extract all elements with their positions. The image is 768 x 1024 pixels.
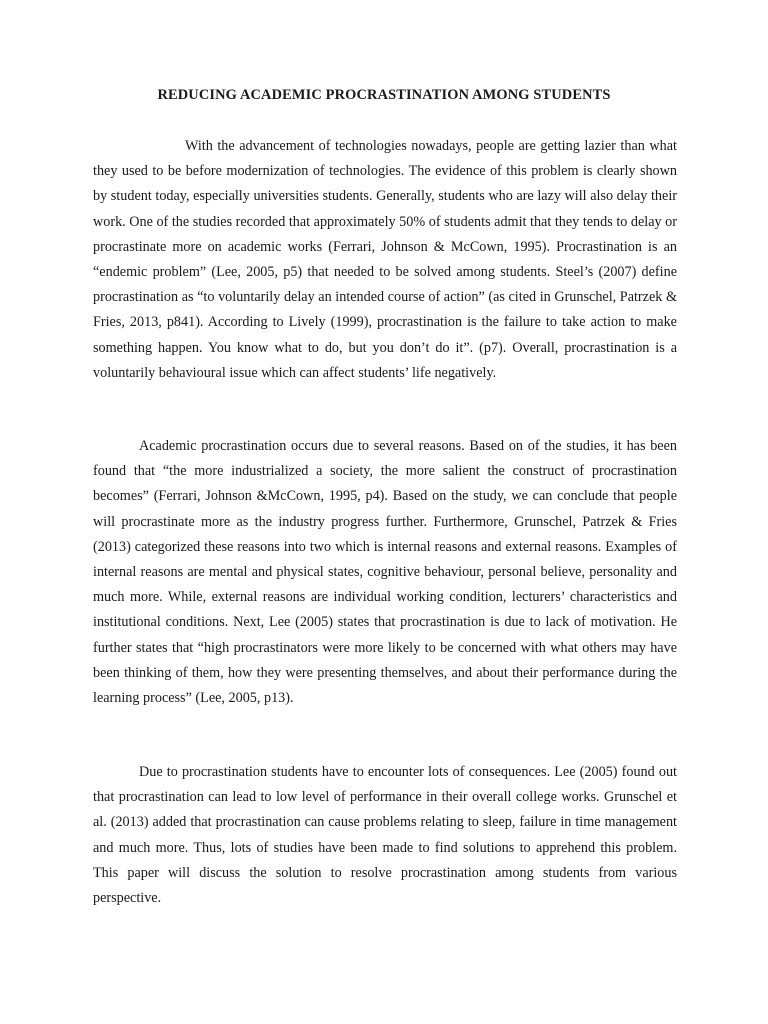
paragraph-reasons: Academic procrastination occurs due to several reasons. Based on of the studies, it has been found that “the more industrialized a society, the more salient the construct of procrastination becomes” (Ferrari, Johnson &McCown, 1995, p4). Based on the study, we can conclude that people will procrastinate more as the industry progress further. Furthermore, Grunschel, Patrzek & Fries (2013) categorized these reasons into two which is internal reasons and external reasons. Examples of internal reasons are mental and physical states, cognitive behaviour, personal believe, personality and much more. While, external reasons are individual working condition, lecturers’ characteristics and institutional conditions. Next, Lee (2005) states that procrastination is due to lack of motivation. He further states that “high procrastinators were more likely to be concerned with what others may have been thinking of them, how they were presenting themselves, and about their performance during the learning process” (Lee, 2005, p13).	[93, 438, 677, 707]
document-title: REDUCING ACADEMIC PROCRASTINATION AMONG STUDENTS	[157, 87, 611, 103]
paragraph-introduction: With the advancement of technologies nowadays, people are getting lazier than what they used to be before modernization of technologies. The evidence of this problem is clearly shown by student today, especially universities students. Generally, students who are lazy will also delay their work. One of the studies recorded that approximately 50% of students admit that they tends to delay or procrastinate more on academic works (Ferrari, Johnson & McCown, 1995). Procrastination is an “endemic problem” (Lee, 2005, p5) that needed to be solved among students. Steel’s (2007) define procrastination as “to voluntarily delay an intended course of action” (as cited in Grunschel, Patrzek & Fries, 2013, p841). According to Lively (1999), procrastination is the failure to take action to make something happen. You know what to do, but you don’t do it”. (p7). Overall, procrastination is a voluntarily behavioural issue which can affect students’ life negatively.	[93, 138, 677, 381]
paragraph-consequences: Due to procrastination students have to encounter lots of consequences. Lee (2005) found out that procrastination can lead to low level of performance in their overall college works. Grunschel et al. (2013) added that procrastination can cause problems relating to sleep, failure in time management and much more. Thus, lots of studies have been made to find solutions to apprehend this problem. This paper will discuss the solution to resolve procrastination among students from various perspective.	[93, 764, 677, 907]
